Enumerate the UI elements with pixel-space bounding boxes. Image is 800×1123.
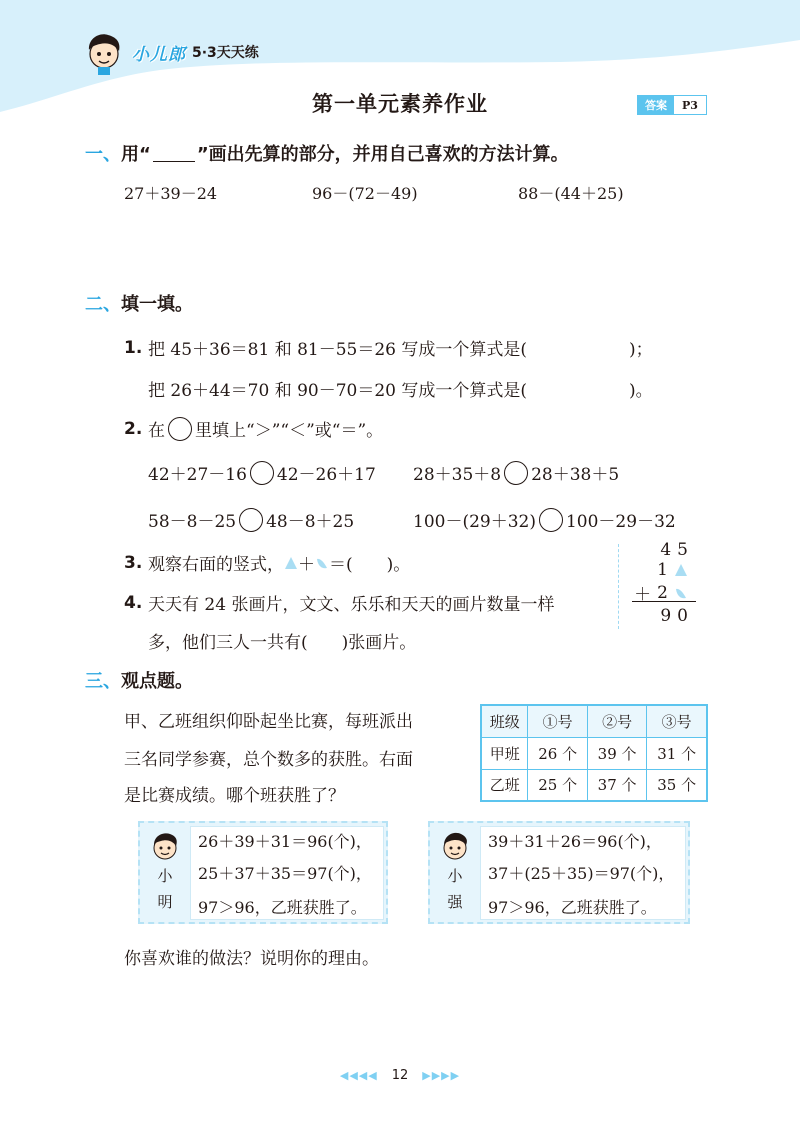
final-question-text: 你喜欢谁的做法？说明你的理由。 [124, 949, 379, 969]
section-2-number: 二、 [85, 294, 121, 315]
table-cell: 甲班 [481, 737, 528, 769]
vertical-digit: 2 [657, 582, 668, 603]
expression-1: 27＋39－24 [124, 184, 218, 203]
page-number: 12 [391, 1068, 409, 1083]
xiaoming-card [138, 821, 388, 924]
circle-icon [168, 417, 192, 441]
table-cell: 35 个 [647, 769, 707, 801]
compare-3-right: 48－8＋25 [266, 512, 355, 532]
problem-line-2 [124, 745, 413, 770]
vertical-addition [600, 540, 700, 632]
header [80, 30, 259, 74]
question-1-line-2: 把 26＋44＝70 和 90－70＝20 写成一个算式是( )。 [148, 381, 653, 401]
question-1-number: 1. [124, 337, 143, 358]
section-3-title: 观点题。 [121, 671, 193, 692]
table-header-cell: 班级 [481, 705, 528, 737]
question-4-number: 4. [124, 592, 143, 613]
question-1-line-1: 把 45＋36＝81 和 81－55＝26 写成一个算式是( )； [148, 340, 653, 360]
question-4 [124, 590, 554, 615]
question-2-text-b: 里填上“＞”“＜”或“＝”。 [195, 421, 384, 441]
table-header-row [481, 705, 707, 737]
table-cell: 25 个 [528, 769, 587, 801]
question-3-text-a: 观察右面的竖式， [148, 555, 284, 575]
table-header-cell: ②号 [587, 705, 646, 737]
name-char: 明 [157, 893, 173, 911]
vertical-rule [632, 601, 696, 602]
question-2 [124, 416, 383, 441]
xiaoming-name [156, 863, 174, 915]
compare-row-3 [148, 507, 354, 532]
vertical-digit: 1 [657, 560, 668, 580]
series-logo: 小儿郎 [132, 44, 186, 65]
xiaoqiang-name [446, 863, 464, 915]
xiaoqiang-line-1: 39＋31＋26＝96(个)， [488, 832, 662, 851]
compare-1-left: 42＋27－16 [148, 465, 247, 485]
xiaoqiang-card [428, 821, 690, 924]
footer [0, 1068, 800, 1083]
question-4-line-2-row [148, 628, 416, 653]
section-1-text-a: 用“ [121, 144, 151, 165]
xiaoqiang-line-2: 37＋(25＋35)＝97(个)， [488, 864, 675, 883]
expression-3: 88－(44＋25) [518, 184, 624, 203]
boy-avatar-icon [438, 829, 472, 863]
problem-text-3: 是比赛成绩。哪个班获胜了？ [124, 786, 345, 806]
section-1-number: 一、 [85, 144, 121, 165]
table-row [481, 769, 707, 801]
answer-page: P3 [682, 98, 698, 112]
xiaoming-line-3: 97＞96，乙班获胜了。 [198, 898, 367, 917]
table-cell: 31 个 [647, 737, 707, 769]
question-4-line-2: 多，他们三人一共有( )张画片。 [148, 633, 417, 653]
vertical-digit: 4 [660, 540, 672, 560]
mascot-boy-icon [80, 28, 128, 76]
compare-row-4 [413, 507, 676, 532]
problem-text-2: 三名同学参赛，总个数多的获胜。右面 [124, 750, 413, 770]
section-1-text-b: ”画出先算的部分，并用自己喜欢的方法计算。 [196, 144, 569, 165]
section-1-heading [85, 140, 569, 166]
problem-line-3 [124, 781, 345, 806]
compare-1-right: 42－26＋17 [276, 465, 376, 485]
compare-4-circle[interactable] [539, 508, 563, 532]
table-row [481, 737, 707, 769]
name-char: 强 [447, 893, 463, 911]
problem-line-1 [124, 707, 413, 732]
question-3 [124, 550, 410, 575]
section-2-heading [85, 290, 193, 316]
drop-shape-icon [315, 556, 329, 570]
problem-text-1: 甲、乙班组织仰卧起坐比赛，每班派出 [124, 712, 413, 732]
question-2-text-a: 在 [148, 421, 165, 441]
question-3-number: 3. [124, 552, 143, 573]
question-4-line-1: 天天有 24 张画片，文文、乐乐和天天的画片数量一样 [148, 595, 555, 615]
compare-row-2 [413, 460, 619, 485]
question-1-line-2-row [148, 376, 653, 401]
series-name: 5·3天天练 [192, 45, 259, 61]
table-cell: 37 个 [587, 769, 646, 801]
table-header-cell: ①号 [528, 705, 587, 737]
table-cell: 26 个 [528, 737, 587, 769]
compare-2-circle[interactable] [504, 461, 528, 485]
table-cell: 39 个 [587, 737, 646, 769]
triangle-shape-icon [284, 556, 298, 570]
answer-label: 答案 [638, 96, 674, 114]
compare-3-circle[interactable] [239, 508, 263, 532]
vertical-digit: 0 [677, 606, 688, 626]
question-1 [124, 335, 653, 360]
expression-2: 96－(72－49) [312, 184, 418, 203]
name-char: 小 [447, 867, 463, 885]
compare-1-circle[interactable] [250, 461, 274, 485]
compare-row-1 [148, 460, 376, 485]
xiaoming-line-1: 26＋39＋31＝96(个)， [198, 832, 372, 851]
right-arrows-icon: ▶▶▶▶ [422, 1069, 461, 1082]
table-cell: 乙班 [481, 769, 528, 801]
section-2-title: 填一填。 [121, 294, 193, 315]
question-3-plus: ＋ [298, 555, 315, 575]
compare-4-right: 100－29－32 [565, 512, 676, 532]
compare-2-left: 28＋35＋8 [413, 465, 502, 485]
xiaoming-line-2: 25＋37＋35＝97(个)， [198, 864, 372, 883]
compare-4-left: 100－(29＋32) [413, 512, 536, 532]
page-title: 第一单元素养作业 [312, 92, 488, 116]
section-3-heading [85, 667, 193, 693]
underline-sample [153, 144, 195, 162]
name-char: 小 [157, 867, 173, 885]
xiaoqiang-line-3: 97＞96，乙班获胜了。 [488, 898, 657, 917]
vertical-plus: ＋ [634, 585, 652, 605]
question-2-number: 2. [124, 418, 143, 439]
vertical-digit: 9 [660, 606, 672, 626]
vertical-digit: 5 [677, 540, 688, 560]
answer-reference [637, 95, 707, 115]
question-3-text-b: ＝( )。 [329, 555, 411, 575]
table-header-cell: ③号 [647, 705, 707, 737]
section-3-number: 三、 [85, 671, 121, 692]
score-table [480, 704, 708, 802]
left-arrows-icon: ◀◀◀◀ [339, 1069, 378, 1082]
final-question [124, 944, 379, 969]
compare-2-right: 28＋38＋5 [531, 465, 620, 485]
compare-3-left: 58－8－25 [148, 512, 237, 532]
drop-shape-icon [674, 586, 688, 600]
triangle-shape-icon [674, 563, 688, 577]
boy-avatar-icon [148, 829, 182, 863]
